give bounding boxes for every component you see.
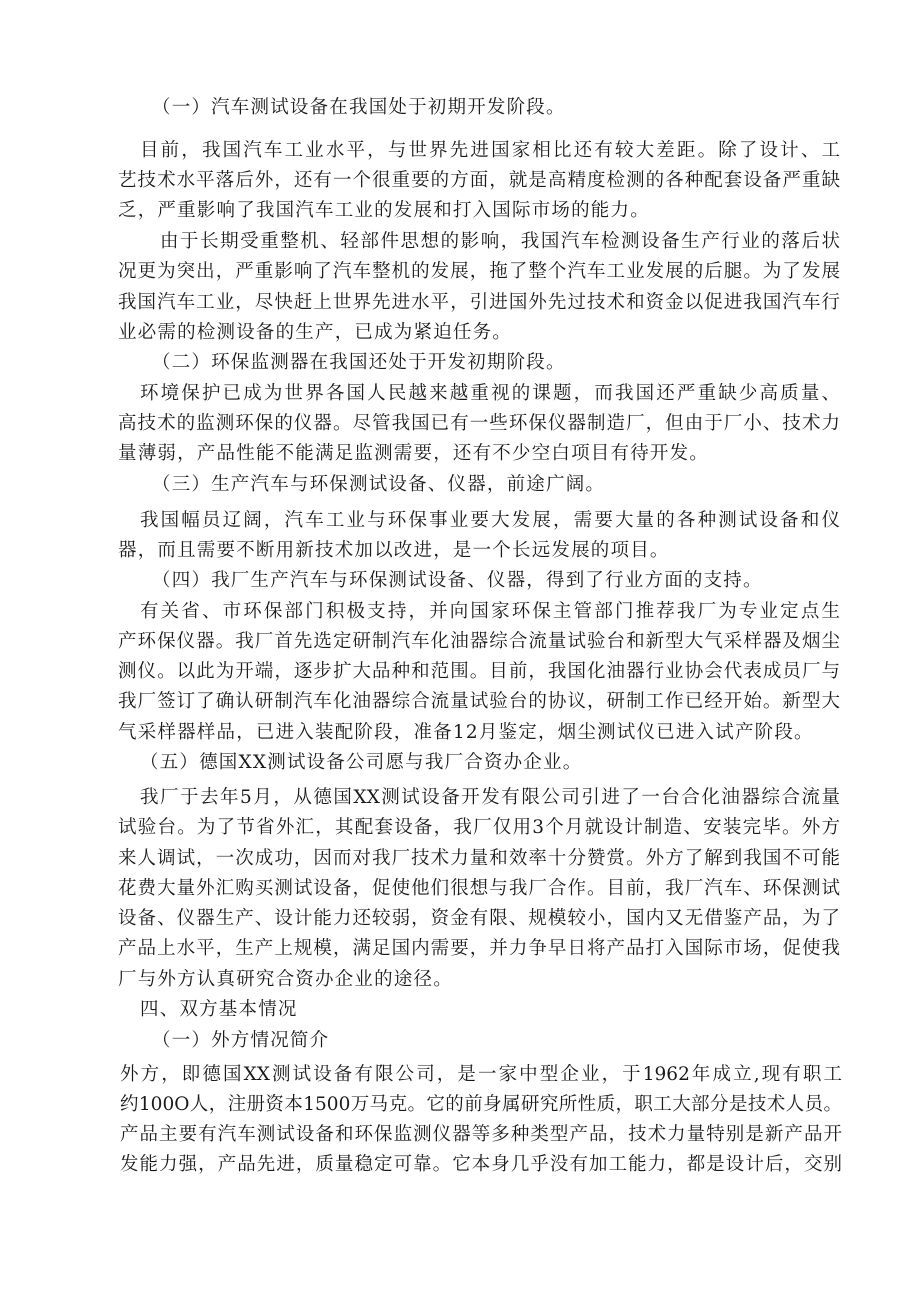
paragraph-line: 高技术的监测环保的仪器。尽管我国已有一些环保仪器制造厂，但由于厂小、技术力 <box>118 413 840 434</box>
paragraph-line: 测仪。以此为开端，逐步扩大品种和范围。目前，我国化油器行业协会代表成员厂与 <box>118 661 840 682</box>
heading-1-3: （三）生产汽车与环保测试设备、仪器，前途广阔。 <box>152 474 606 495</box>
paragraph-line: 量薄弱，产品性能不能满足监测需要，还有不少空白项目有待开发。 <box>118 443 710 464</box>
paragraph-line: 气采样器样品，已进入装配阶段，准备12月鉴定，烟尘测试仪已进入试产阶段。 <box>118 722 814 743</box>
section-heading-4: 四、双方基本情况 <box>140 999 298 1020</box>
paragraph-line: 况更为突出，严重影响了汽车整机的发展，拖了整个汽车工业发展的后腿。为了发展 <box>118 261 840 282</box>
paragraph-line: 器，而且需要不断用新技术加以改进，是一个长远发展的项目。 <box>118 540 670 561</box>
paragraph-line: 由于长期受重整机、轻部件思想的影响，我国汽车检测设备生产行业的落后状 <box>160 231 840 252</box>
paragraph-line: 我厂于去年5月，从德国XX测试设备开发有限公司引进了一台合化油器综合流量 <box>140 787 840 808</box>
heading-4-1: （一）外方情况简介 <box>152 1030 330 1051</box>
paragraph-line: 约100O人，注册资本1500万马克。它的前身属研究所性质，职工大部分是技术人员。 <box>120 1094 842 1115</box>
paragraph-line: 试验台。为了节省外汇，其配套设备，我厂仅用3个月就设计制造、安装完毕。外方 <box>118 817 840 838</box>
paragraph-line: 厂与外方认真研究合资办企业的途径。 <box>118 969 453 990</box>
paragraph-line: 产环保仪器。我厂首先选定研制汽车化油器综合流量试验台和新型大气采样器及烟尘 <box>118 631 840 652</box>
paragraph-line: 有关省、市环保部门积极支持，并向国家环保主管部门推荐我厂为专业定点生 <box>140 601 840 622</box>
paragraph-line: 花费大量外汇购买测试设备，促使他们很想与我厂合作。目前，我厂汽车、环保测试 <box>118 878 840 899</box>
paragraph-line: 目前，我国汽车工业水平，与世界先进国家相比还有较大差距。除了设计、工 <box>140 140 840 161</box>
paragraph-line: 外方，即德国XX测试设备有限公司，是一家中型企业，于1962年成立,现有职工 <box>120 1064 842 1085</box>
heading-1-2: （二）环保监测器在我国还处于开发初期阶段。 <box>152 352 566 373</box>
paragraph-line: 乏，严重影响了我国汽车工业的发展和打入国际市场的能力。 <box>118 200 650 221</box>
paragraph-line: 我国幅员辽阔，汽车工业与环保事业要大发展，需要大量的各种测试设备和仪 <box>140 510 840 531</box>
heading-1-1: （一）汽车测试设备在我国处于初期开发阶段。 <box>152 97 566 118</box>
paragraph-line: 产品上水平，生产上规模，满足国内需要，并力争早日将产品打入国际市场，促使我 <box>118 938 840 959</box>
paragraph-line: 设备、仪器生产、设计能力还较弱，资金有限、规模较小，国内又无借鉴产品，为了 <box>118 908 840 929</box>
paragraph-line: 业必需的检测设备的生产，已成为紧迫任务。 <box>118 322 513 343</box>
paragraph-line: 发能力强，产品先进，质量稳定可靠。它本身几乎没有加工能力，都是设计后，交别 <box>120 1154 842 1175</box>
heading-1-5: （五）德国XX测试设备公司愿与我厂合资办企业。 <box>140 752 583 773</box>
paragraph-line: 产品主要有汽车测试设备和环保监测仪器等多种类型产品，技术力量特别是新产品开 <box>120 1124 842 1145</box>
paragraph-line: 我厂签订了确认研制汽车化油器综合流量试验台的协议，研制工作已经开始。新型大 <box>118 691 840 712</box>
paragraph-line: 艺技术水平落后外，还有一个很重要的方面，就是高精度检测的各种配套设备严重缺 <box>118 170 840 191</box>
heading-1-4: （四）我厂生产汽车与环保测试设备、仪器，得到了行业方面的支持。 <box>152 570 763 591</box>
paragraph-line: 我国汽车工业，尽快赶上世界先进水平，引进国外先过技术和资金以促进我国汽车行 <box>118 292 840 313</box>
paragraph-line: 来人调试，一次成功，因而对我厂技术力量和效率十分赞赏。外方了解到我国不可能 <box>118 848 840 869</box>
paragraph-line: 环境保护已成为世界各国人民越来越重视的课题，而我国还严重缺少高质量、 <box>140 383 840 404</box>
